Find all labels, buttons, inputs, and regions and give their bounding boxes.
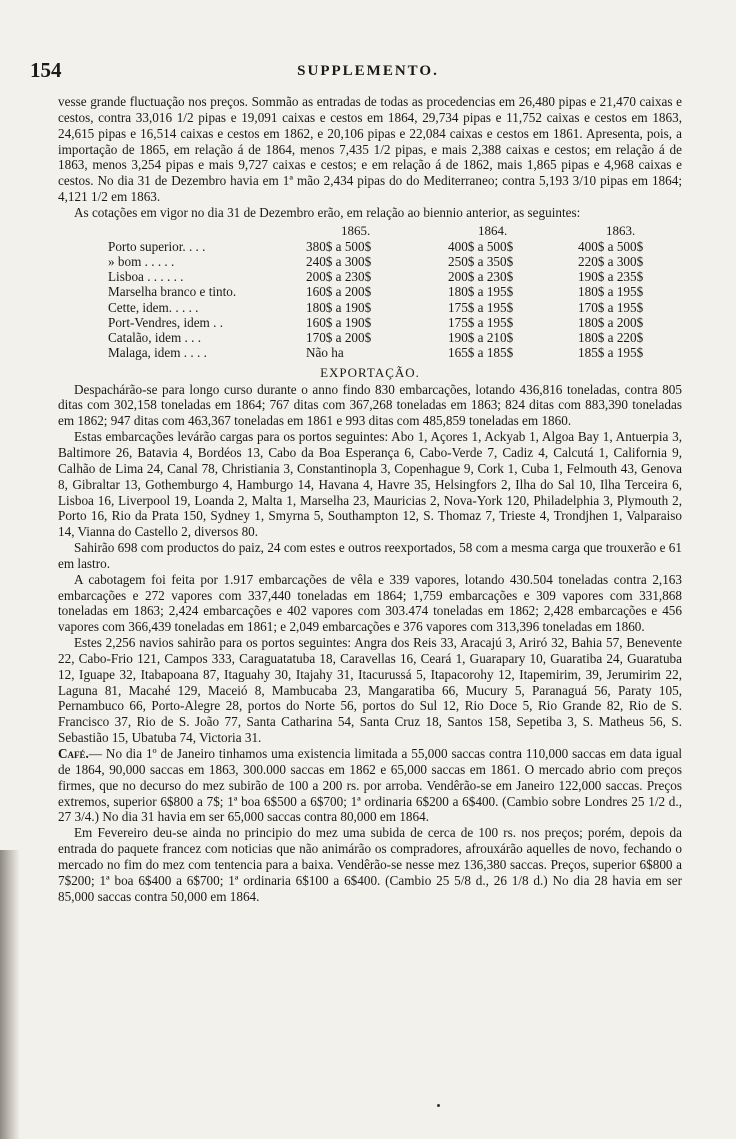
paragraph-cabotagem: A cabotagem foi feita por 1.917 embarcações de vêla e 339 vapores, lotando 430.504 toneladas contra 2,163 embarcações e 272 vapores com 337,440 toneladas em 1864; 1,759 embarcações e 309 vapores com 331,868 toneladas em 1863; 2,424 embarcações e 402 vapores com 303.474 toneladas em 1862; 2,428 embarcações e 456 vapores com 366,439 toneladas em 1861; e 2,049 embarcações e 376 vapores com 313,396 toneladas em 1860. <box>58 571 682 635</box>
price-1864: 250$ a 350$ <box>448 253 514 269</box>
price-1864: 190$ a 210$ <box>448 329 514 345</box>
table-row <box>108 269 682 284</box>
wine-label: Lisboa . . . . . . <box>108 269 184 285</box>
wine-label: Malaga, idem . . . . <box>108 345 207 361</box>
cotacoes-table <box>58 221 682 363</box>
price-1864: 165$ a 185$ <box>448 345 514 361</box>
table-row <box>108 315 682 330</box>
wine-label: Port-Vendres, idem . . <box>108 314 224 330</box>
table-row <box>108 284 682 299</box>
price-1865: 170$ a 200$ <box>306 329 372 345</box>
cafe-label: Café. <box>58 746 89 761</box>
section-title-exportacao: EXPORTAÇÃO. <box>320 364 420 380</box>
wine-label: Porto superior. . . . <box>108 238 206 254</box>
price-1865: 240$ a 300$ <box>306 253 372 269</box>
price-1865: 200$ a 230$ <box>306 269 372 285</box>
wine-label: Marselha branco e tinto. <box>108 284 237 300</box>
price-1865: 160$ a 190$ <box>306 314 372 330</box>
price-1864: 200$ a 230$ <box>448 269 514 285</box>
price-1864: 175$ a 195$ <box>448 299 514 315</box>
paragraph-cafe-janeiro <box>58 746 682 825</box>
table-row <box>108 345 682 360</box>
cafe-janeiro-text: — No dia 1º de Janeiro tinhamos uma existencia limitada a 55,000 saccas contra 110,000 saccas em data igual de 1864, 90,000 saccas em 1863, 300.000 saccas em 1862 e 65,000 saccas em 1861. O mercado abrio com preços firmes, que no decurso do mez subirão de 100 a 200 rs. por arroba. Vendêrão-se em Janeiro 122,000 saccas. Preços extremos, superior 6$800 a 7$; 1ª boa 6$500 a 6$700; 1ª ordinaria 6$200 a 6$400. (Cambio sobre Londres 25 1/2 d., 27 3/4.) No dia 31 havia em ser 65,000 saccas contra 80,000 em 1864. <box>58 746 682 825</box>
price-1863: 180$ a 220$ <box>578 329 644 345</box>
price-1865: 160$ a 200$ <box>306 284 372 300</box>
paragraph-sahirao: Sahirão 698 com productos do paiz, 24 com estes e outros reexportados, 58 com a mesma carga que trouxerão e 61 em lastro. <box>58 540 682 571</box>
price-1863: 180$ a 200$ <box>578 314 644 330</box>
wine-label: Cette, idem. . . . . <box>108 299 199 315</box>
wine-label: Catalão, idem . . . <box>108 329 202 345</box>
price-1864: 175$ a 195$ <box>448 314 514 330</box>
price-1863: 400$ a 500$ <box>578 238 644 254</box>
paragraph-cafe-fevereiro: Em Fevereiro deu-se ainda no principio do mez uma subida de cerca de 100 rs. nos preços; porém, depois da entrada do paquete francez com noticias que não animárão os compradores, afrouxárão aquelles de novo, fechando o mercado no fim do mez com tentencia para a baixa. Vendêrão-se nesse mez 136,380 saccas. Preços, superior 6$800 a 7$200; 1ª boa 6$400 a 6$700; 1ª ordinaria 6$100 a 6$400. (Cambio 25 5/8 d., 26 1/8 d.) No dia 28 havia em ser 85,000 saccas contra 50,000 em 1864. <box>58 825 682 904</box>
year-header-1865: 1865. <box>341 222 371 238</box>
price-1863: 220$ a 300$ <box>578 253 644 269</box>
year-header-1864: 1864. <box>478 222 508 238</box>
price-1865: Não ha <box>306 345 344 361</box>
print-speck <box>437 1104 440 1107</box>
price-1864: 180$ a 195$ <box>448 284 514 300</box>
table-row <box>108 254 682 269</box>
price-1863: 170$ a 195$ <box>578 299 644 315</box>
page-body <box>58 94 682 904</box>
table-row <box>108 330 682 345</box>
wine-label: » bom . . . . . <box>108 253 175 269</box>
page-number: 154 <box>30 58 62 82</box>
price-1863: 180$ a 195$ <box>578 284 644 300</box>
price-1865: 180$ a 190$ <box>306 299 372 315</box>
paragraph-portos-exterior: Estas embarcações levárão cargas para os portos seguintes: Abo 1, Açores 1, Ackyab 1, Algoa Bay 1, Antuerpia 3, Baltimore 26, Batavia 4, Bordéos 13, Cabo da Boa Esperança 6, Cabo-Verde 7, Cadiz 4, Calcutá 1, California 9, Calhão de Lima 24, Canal 78, Christiania 3, Constantinopla 3, Copenhague 9, Cork 1, Cuba 1, Felmouth 43, Genova 8, Gibraltar 13, Gothemburgo 4, Hamburgo 14, Havana 4, Havre 35, Helsingfors 2, Ilha do Sal 10, Ilha Terceira 6, Lisboa 16, Liverpool 19, Loanda 2, Malta 1, Marselha 23, Mauricias 2, Nova-York 120, Philadelphia 3, Plymouth 2, Porto 16, Rio da Prata 150, Sydney 1, Smyrna 5, Southampton 12, S. Thomaz 7, Trieste 4, Trondjhen 1, Valparaiso 14, Vianna do Castello 2, diversos 80. <box>58 429 682 540</box>
running-title: SUPPLEMENTO. <box>297 63 439 79</box>
table-row <box>108 300 682 315</box>
paragraph-longo-curso: Despachárão-se para longo curso durante o anno findo 830 embarcações, lotando 436,816 toneladas, contra 805 ditas com 302,158 toneladas em 1864; 767 ditas com 367,268 toneladas em 1863; 824 ditas com 883,390 toneladas em 1862; 947 ditas com 463,367 toneladas em 1861 e 993 ditas com 485,859 toneladas em 1860. <box>58 381 682 429</box>
paragraph-portos-cabotagem: Estes 2,256 navios sahirão para os portos seguintes: Angra dos Reis 33, Aracajú 3, Ariró 32, Bahia 57, Benevente 22, Cabo-Frio 121, Campos 333, Caraguatatuba 18, Caravellas 16, Ceará 1, Guarapary 10, Guaratiba 24, Guaratuba 12, Iguape 32, Itabapoana 87, Itaguahy 30, Itajahy 31, Itacurussá 5, Itapacorohy 12, Itapemirim, 39, Jerumirim 22, Laguna 81, Macahé 129, Maceió 8, Mambucaba 23, Mangaratiba 66, Mucury 5, Paranaguá 56, Paraty 105, Pernambuco 66, Porto-Alegre 28, portos do Norte 56, portos do Sul 12, Rio Doce 5, Rio Grande 82, Rio de S. Francisco 37, Rio de S. João 77, Santa Catharina 54, Santa Cruz 18, Santos 158, Sepetiba 3, S. Matheus 56, S. Sebastião 15, Ubatuba 74, Victoria 31. <box>58 635 682 746</box>
year-header-1863: 1863. <box>606 222 636 238</box>
table-row <box>108 239 682 254</box>
paragraph-cotacoes-intro: As cotações em vigor no dia 31 de Dezembro erão, em relação ao biennio anterior, as seguintes: <box>74 204 581 220</box>
price-1863: 190$ a 235$ <box>578 269 644 285</box>
price-1864: 400$ a 500$ <box>448 238 514 254</box>
price-1863: 185$ a 195$ <box>578 345 644 361</box>
page-header <box>30 58 706 84</box>
paragraph-imports: vesse grande fluctuação nos preços. Sommão as entradas de todas as procedencias em 26,480 pipas e 21,470 caixas e cestos, contra 33,016 1/2 pipas e 19,091 caixas e cestos em 1864, 29,734 pipas e 11,752 caixas e cestos em 1863, 24,615 pipas e 16,514 caixas e cestos em 1862, e 20,106 pipas e 22,084 caixas e cestos em 1861. Apresenta, pois, a importação de 1865, em relação á de 1864, menos 7,435 1/2 pipas, e mais 2,388 caixas e cestos; em relação á de 1863, menos 3,254 pipas e mais 9,727 caixas e cestos; e em relação á de 1862, mais 1,865 pipas e 4,968 caixas e cestos. No dia 31 de Dezembro havia em 1ª mão 2,434 pipas do do Mediterraneo; contra 5,193 3/10 pipas em 1864; 4,121 1/2 em 1863. <box>58 94 682 205</box>
page-edge-stain <box>0 850 20 1139</box>
price-1865: 380$ a 500$ <box>306 238 372 254</box>
